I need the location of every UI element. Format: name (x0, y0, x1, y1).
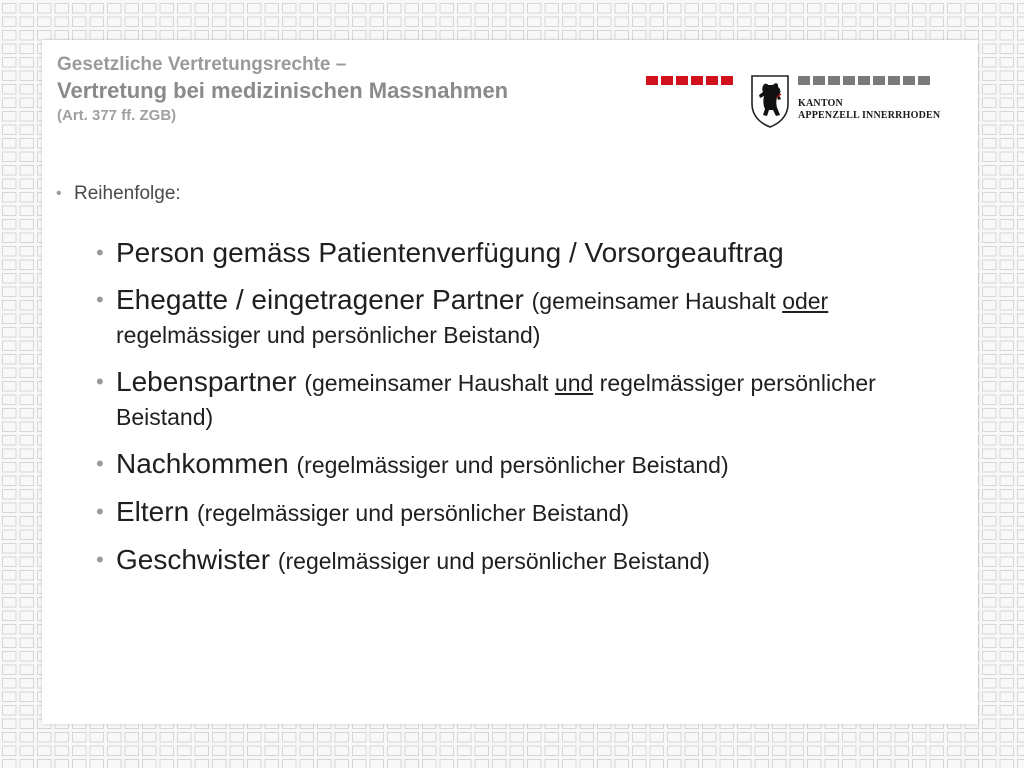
bullet-marker: • (96, 369, 104, 394)
title-line-2: Vertretung bei medizinischen Massnahmen (57, 78, 509, 103)
bullet-marker: • (96, 451, 104, 476)
logo-red-bar (646, 76, 733, 85)
item-main-text: Lebenspartner (116, 366, 305, 397)
item-detail-text-rest: regelmässiger und persönlicher Beistand) (116, 322, 541, 348)
logo-text-kanton: KANTON (798, 98, 843, 109)
logo-text-appenzell: APPENZELL INNERRHODEN (798, 110, 941, 121)
item-detail-text: (regelmässiger und persönlicher Beistand) (196, 500, 630, 526)
item-detail-text: (regelmässiger und persönlicher Beistand) (296, 452, 729, 478)
list-item (96, 236, 956, 270)
item-detail-text: (regelmässiger und persönlicher Beistand) (277, 548, 710, 574)
bullet-marker: • (56, 185, 62, 202)
item-detail-text: (gemeinsamer Haushalt (531, 288, 783, 314)
representation-order-list (96, 236, 956, 591)
item-detail-emphasis: oder (782, 288, 829, 314)
list-item (96, 283, 956, 352)
item-main-text: Eltern (116, 496, 197, 527)
bullet-marker: • (96, 287, 104, 312)
item-main-text: Nachkommen (116, 448, 297, 479)
intro-bullet (56, 182, 181, 206)
logo-grey-bar (798, 76, 930, 85)
item-detail-text-rest: regelmässiger persönlicher Beistand) (116, 370, 876, 430)
bear-coat-of-arms-icon (750, 74, 790, 128)
bullet-marker: • (96, 547, 104, 572)
item-main-text: Person gemäss Patientenverfügung / Vorsorgeauftrag (116, 237, 784, 268)
list-item (96, 543, 956, 578)
list-item (96, 365, 956, 434)
list-item (96, 495, 956, 530)
item-detail-emphasis: und (554, 370, 594, 396)
canton-logo (646, 72, 948, 130)
intro-label: Reihenfolge: (74, 183, 181, 204)
slide-header (57, 54, 617, 125)
item-main-text: Ehegatte / eingetragener Partner (116, 284, 532, 315)
logo-text (798, 98, 940, 122)
title-line-1: Gesetzliche Vertretungsrechte – (57, 54, 347, 75)
list-item (96, 447, 956, 482)
bullet-marker: • (96, 240, 104, 265)
item-main-text: Geschwister (116, 544, 278, 575)
item-detail-text: (gemeinsamer Haushalt (304, 370, 555, 396)
bullet-marker: • (96, 499, 104, 524)
title-article-ref: (Art. 377 ff. ZGB) (57, 107, 177, 124)
slide (42, 40, 978, 724)
